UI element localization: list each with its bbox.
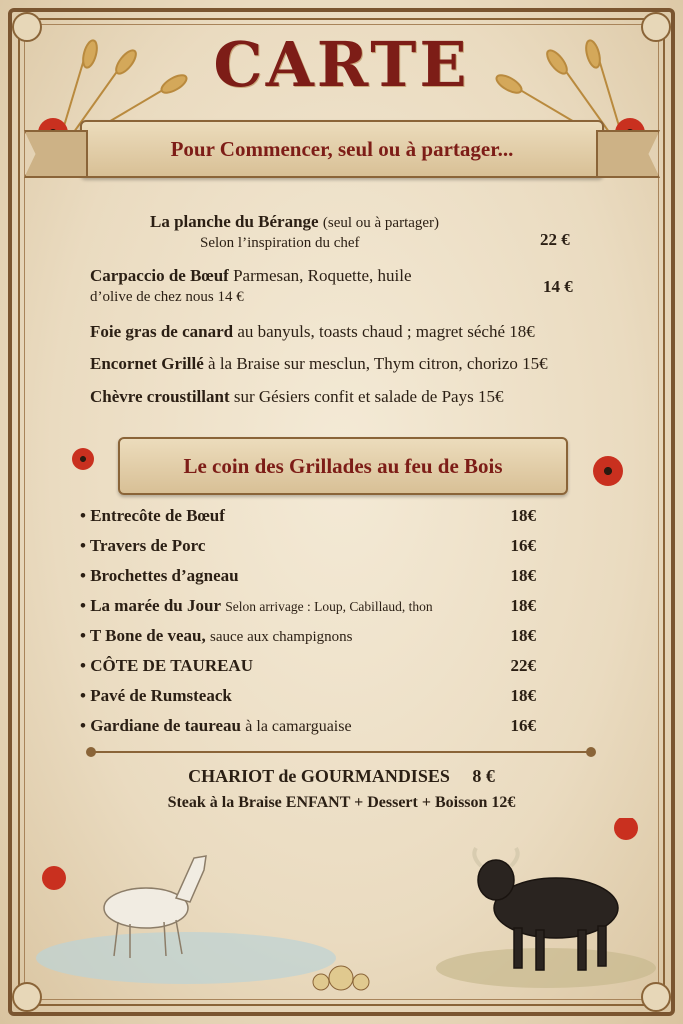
item-name: Carpaccio de Bœuf xyxy=(90,266,229,285)
item-name: Encornet Grillé xyxy=(90,354,204,373)
menu-item xyxy=(90,354,548,374)
menu-title: CARTE xyxy=(213,28,470,101)
item-description: d’olive de chez nous 14 € xyxy=(90,289,244,305)
center-flower-ornament xyxy=(313,966,369,990)
section-banner-grills xyxy=(118,437,568,495)
item-name: • Travers de Porc xyxy=(80,536,206,555)
item-description: à la Braise sur mesclun, Thym citron, chorizo 15€ xyxy=(208,354,548,373)
menu-item xyxy=(80,596,540,624)
ornamental-divider xyxy=(92,751,590,753)
item-name: • T Bone de veau, xyxy=(80,626,206,645)
menu-item xyxy=(80,506,540,534)
item-price: 22€ xyxy=(510,656,536,675)
item-note: à la camarguaise xyxy=(245,718,352,735)
item-price: 16€ xyxy=(510,536,536,555)
item-price: 14 € xyxy=(543,277,573,296)
item-name: • Pavé de Rumsteack xyxy=(80,686,232,705)
item-name: • La marée du Jour xyxy=(80,596,221,615)
item-name: • Brochettes d’agneau xyxy=(80,566,239,585)
item-name: • Entrecôte de Bœuf xyxy=(80,506,225,525)
item-note: sauce aux champignons xyxy=(210,629,353,645)
menu-item xyxy=(150,212,439,232)
menu-item xyxy=(80,566,540,594)
menu-item xyxy=(80,656,540,684)
menu-item xyxy=(80,626,540,654)
item-name: • Gardiane de taureau xyxy=(80,716,242,735)
section-heading: Le coin des Grillades au feu de Bois xyxy=(183,453,503,478)
section-banner-starters xyxy=(80,120,604,178)
item-name: Chèvre croustillant xyxy=(90,387,230,406)
item-price: 18€ xyxy=(510,596,536,615)
poppy-icon xyxy=(72,448,94,470)
menu-item xyxy=(80,686,540,714)
section-heading: Pour Commencer, seul ou à partager... xyxy=(170,136,514,161)
dessert-trolley-line: CHARIOT de GOURMANDISES 8 € xyxy=(188,766,495,786)
item-name: La planche du Bérange xyxy=(150,212,319,231)
kids-menu-line: Steak à la Braise ENFANT + Dessert + Boisson 12€ xyxy=(167,794,516,811)
item-name: • CÔTE DE TAUREAU xyxy=(80,656,253,675)
item-price: 22 € xyxy=(540,230,570,249)
item-description: Selon l’inspiration du chef xyxy=(200,235,360,251)
item-price: 16€ xyxy=(510,716,536,735)
item-price: 18€ xyxy=(510,626,536,645)
item-description: au banyuls, toasts chaud ; magret séché 18€ xyxy=(237,322,535,341)
item-note: (seul ou à partager) xyxy=(322,215,440,231)
poppy-icon xyxy=(593,456,623,486)
menu-item xyxy=(90,322,535,342)
item-note: Parmesan, Roquette, huile xyxy=(233,266,412,285)
item-name: Foie gras de canard xyxy=(90,322,234,341)
item-description: sur Gésiers confit et salade de Pays 15€ xyxy=(233,387,504,406)
menu-item xyxy=(80,536,540,564)
menu-item xyxy=(90,387,503,407)
item-price: 18€ xyxy=(510,566,536,585)
item-price: 18€ xyxy=(510,686,536,705)
camargue-scene-illustration xyxy=(26,818,657,998)
item-price: 18€ xyxy=(510,506,536,525)
item-note: Selon arrivage : Loup, Cabillaud, thon xyxy=(225,599,433,614)
menu-item xyxy=(80,716,540,744)
menu-item xyxy=(90,266,412,286)
